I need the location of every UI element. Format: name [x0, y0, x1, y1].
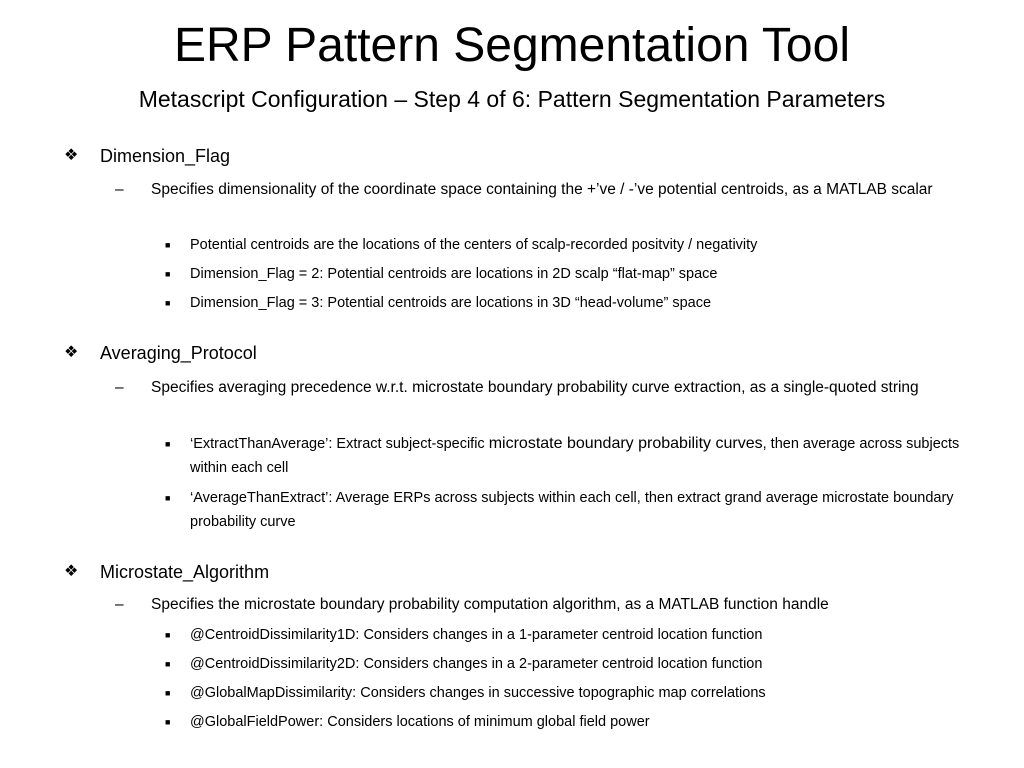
diamond-bullet-icon: ❖: [64, 147, 79, 164]
dash-bullet-icon: –: [115, 181, 124, 198]
square-bullet-icon: ■: [165, 493, 171, 503]
slide-subtitle: Metascript Configuration – Step 4 of 6: Pattern Segmentation Parameters: [138, 86, 886, 112]
square-bullet-icon: ■: [165, 688, 171, 698]
section-description: – Specifies the microstate boundary probability computation algorithm, as a MATLAB function handle: [151, 593, 971, 617]
square-bullet-icon: ■: [165, 630, 171, 640]
list-item: ■ @GlobalFieldPower: Considers locations of minimum global field power: [190, 710, 980, 734]
square-bullet-icon: ■: [165, 298, 171, 308]
section-heading-microstate-algorithm: ❖ Microstate_Algorithm: [64, 562, 270, 582]
list-item: ■ @CentroidDissimilarity2D: Considers changes in a 2-parameter centroid location function: [190, 652, 980, 676]
list-item: ■ @GlobalMapDissimilarity: Considers changes in successive topographic map correlations: [190, 681, 980, 705]
diamond-bullet-icon: ❖: [64, 563, 79, 580]
dash-bullet-icon: –: [115, 379, 124, 396]
square-bullet-icon: ■: [165, 659, 171, 669]
section-description: – Specifies dimensionality of the coordinate space containing the +’ve / -’ve potential centroids, as a MATLAB scalar: [151, 178, 971, 202]
square-bullet-icon: ■: [165, 269, 171, 279]
square-bullet-icon: ■: [165, 439, 171, 449]
section-heading-averaging-protocol: ❖ Averaging_Protocol: [64, 343, 257, 363]
section-heading-dimension-flag: ❖ Dimension_Flag: [64, 146, 231, 166]
list-item: ■ Potential centroids are the locations of the centers of scalp-recorded positvity / negativity: [190, 233, 980, 257]
list-item: ■ ‘AverageThanExtract’: Average ERPs across subjects within each cell, then extract grand average microstate boundary probability curve: [190, 486, 980, 534]
slide-title: ERP Pattern Segmentation Tool: [174, 19, 850, 72]
list-item: ■ ‘ExtractThanAverage’: Extract subject-specific microstate boundary probability curves, then average across subjects within each cell: [190, 432, 980, 480]
list-item: ■ @CentroidDissimilarity1D: Considers changes in a 1-parameter centroid location function: [190, 623, 980, 647]
list-item: ■ Dimension_Flag = 3: Potential centroids are locations in 3D “head-volume” space: [190, 291, 980, 315]
square-bullet-icon: ■: [165, 717, 171, 727]
square-bullet-icon: ■: [165, 240, 171, 250]
dash-bullet-icon: –: [115, 596, 124, 613]
list-item: ■ Dimension_Flag = 2: Potential centroids are locations in 2D scalp “flat-map” space: [190, 262, 980, 286]
diamond-bullet-icon: ❖: [64, 344, 79, 361]
emphasized-text: microstate boundary probability curves: [488, 435, 763, 452]
section-description: – Specifies averaging precedence w.r.t. microstate boundary probability curve extraction, as a single-quoted string: [151, 376, 971, 400]
